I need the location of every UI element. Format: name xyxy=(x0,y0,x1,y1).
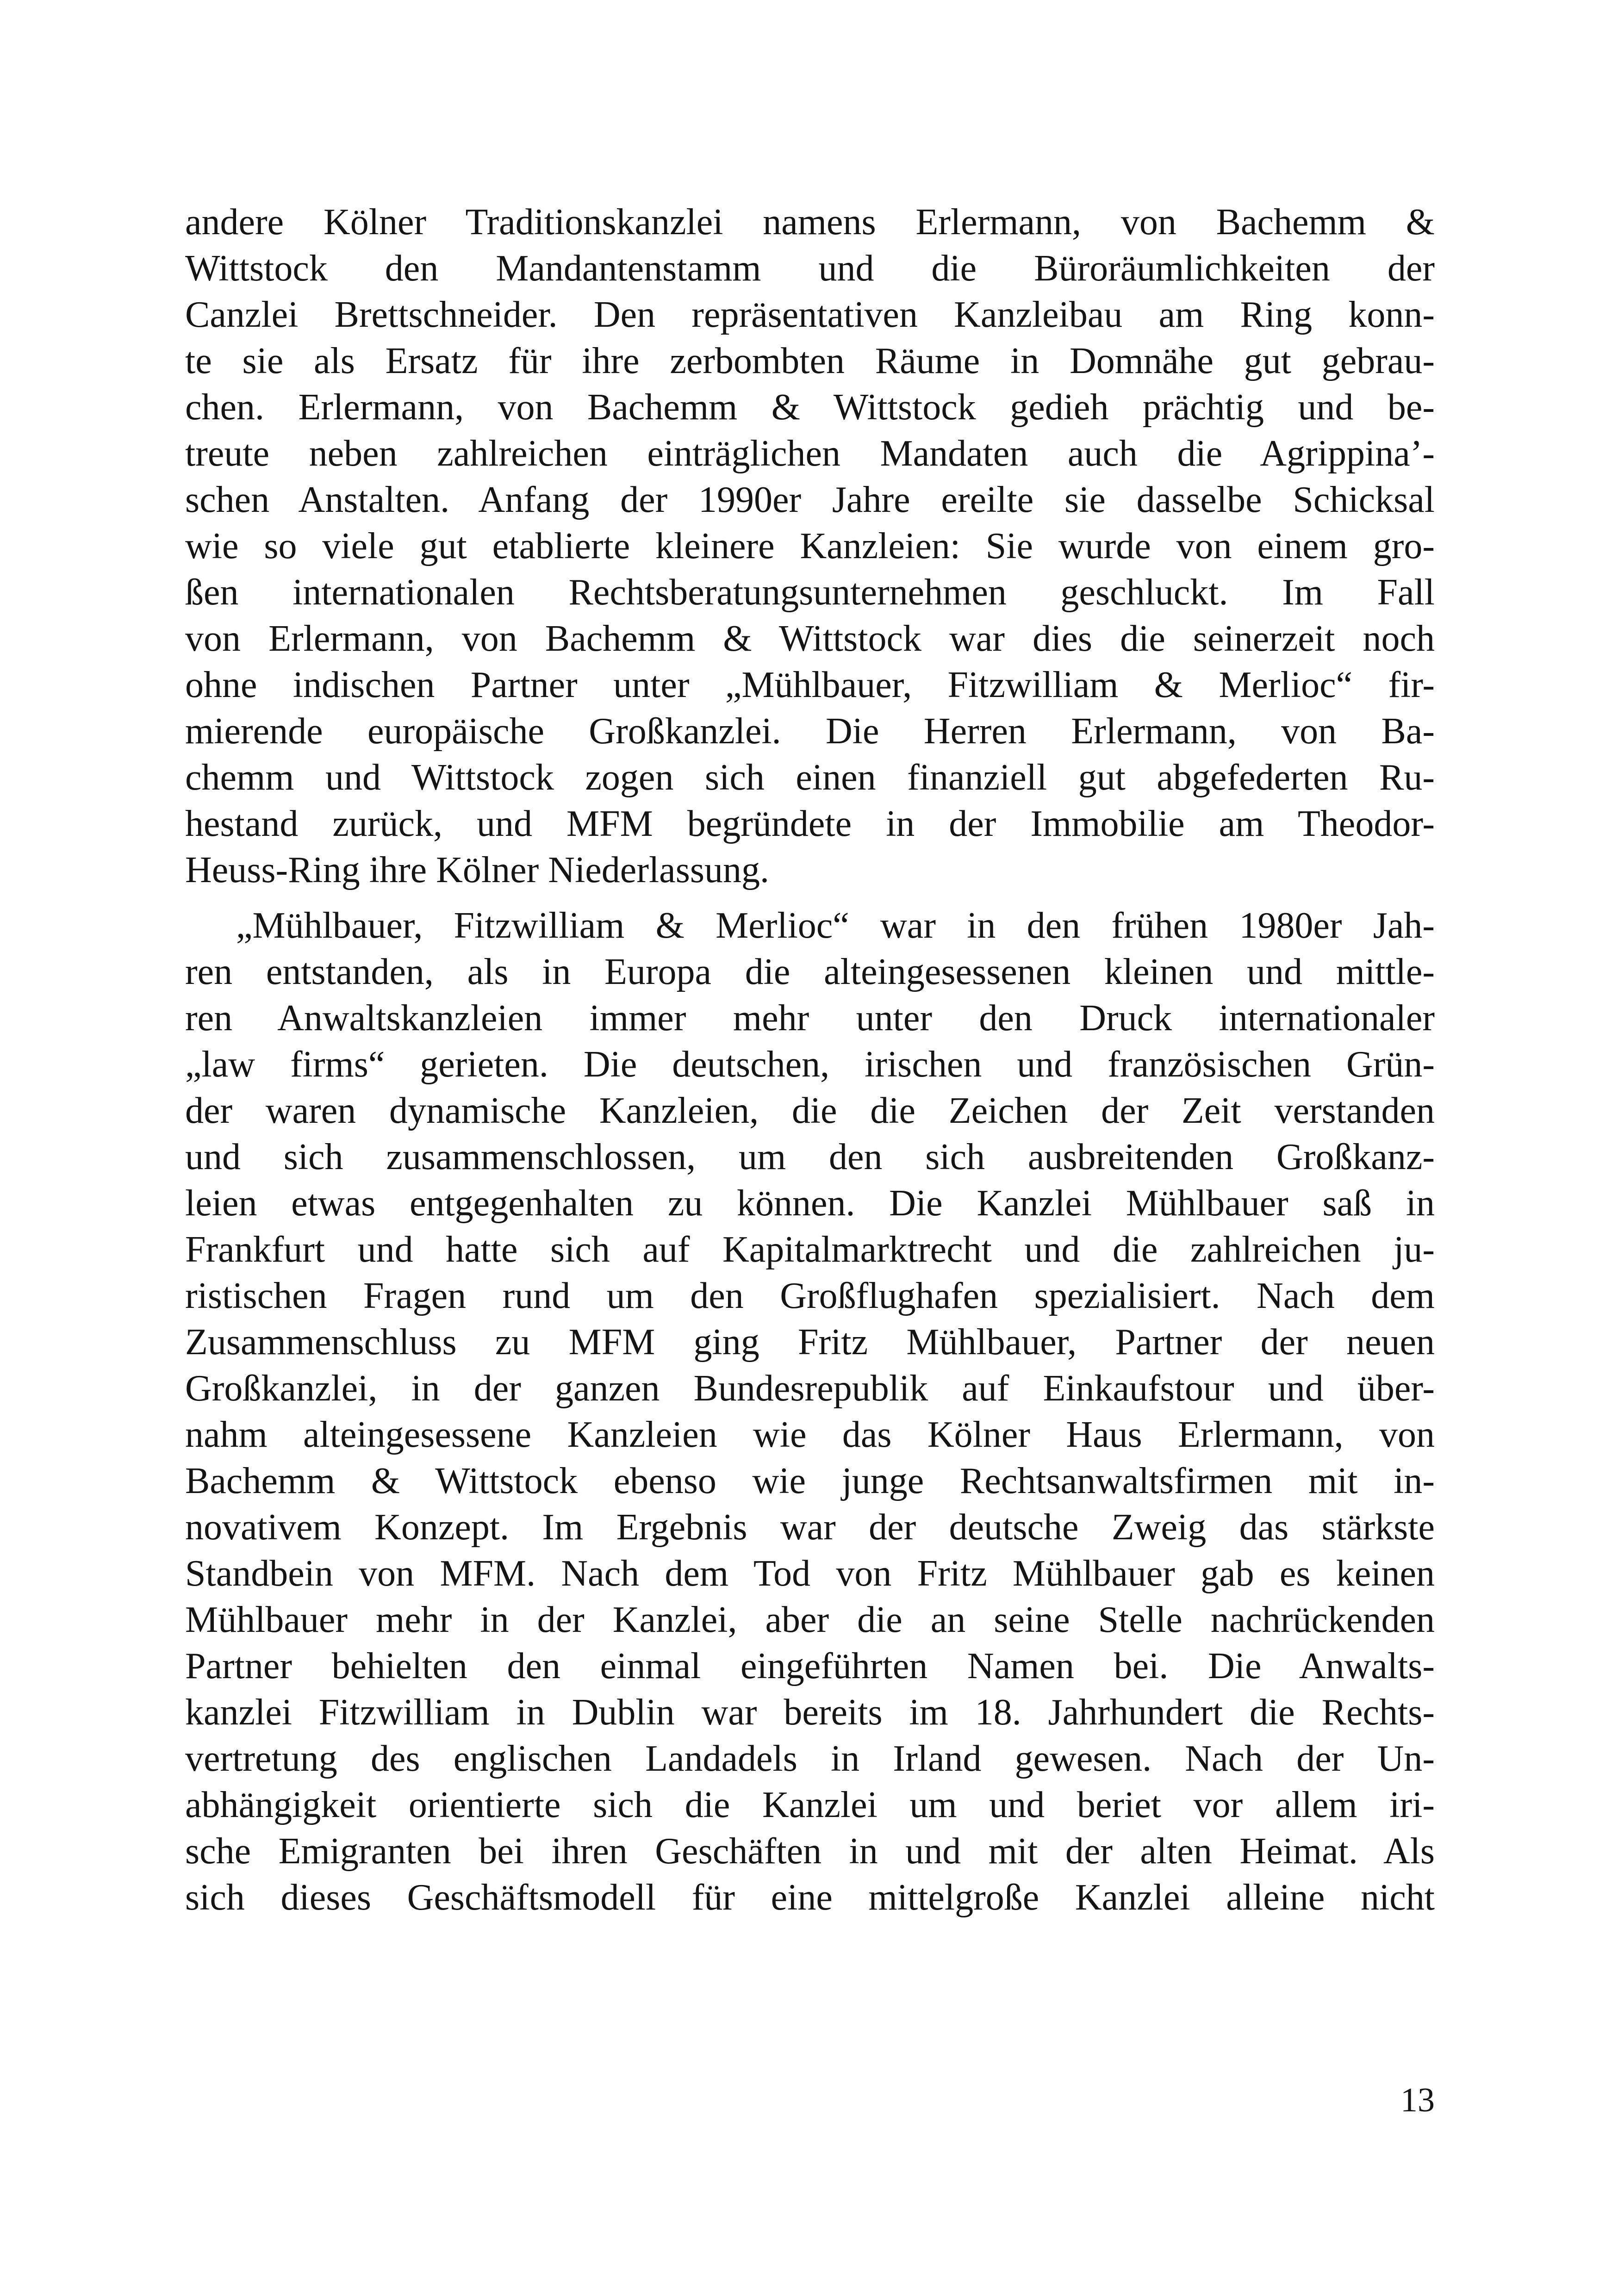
text-line: ohne indischen Partner unter „Mühlbauer, Fitzwilliam & Merlioc“ fir- xyxy=(185,665,1435,705)
text-line: andere Kölner Traditionskanzlei namens Erlermann, von Bachemm & xyxy=(185,202,1435,243)
text-line: Großkanzlei, in der ganzen Bundesrepublik auf Einkaufstour und über- xyxy=(185,1368,1435,1409)
text-line: ren entstanden, als in Europa die alteingesessenen kleinen und mittle- xyxy=(185,952,1435,992)
text-line: „law firms“ gerieten. Die deutschen, irischen und französischen Grün- xyxy=(185,1044,1435,1085)
text-line: novativem Konzept. Im Ergebnis war der deutsche Zweig das stärkste xyxy=(185,1507,1435,1548)
body-text xyxy=(185,199,1435,1921)
paragraph-gap xyxy=(185,893,1435,902)
text-line: von Erlermann, von Bachemm & Wittstock war dies die seinerzeit noch xyxy=(185,618,1435,659)
text-line: ristischen Fragen rund um den Großflughafen spezialisiert. Nach dem xyxy=(185,1276,1435,1316)
text-line: vertretung des englischen Landadels in Irland gewesen. Nach der Un- xyxy=(185,1738,1435,1779)
page-number: 13 xyxy=(1400,2081,1435,2119)
text-line: chemm und Wittstock zogen sich einen finanziell gut abgefederten Ru- xyxy=(185,757,1435,798)
text-line: nahm alteingesessene Kanzleien wie das Kölner Haus Erlermann, von xyxy=(185,1414,1435,1455)
text-line: Mühlbauer mehr in der Kanzlei, aber die an seine Stelle nachrückenden xyxy=(185,1599,1435,1640)
text-line: ßen internationalen Rechtsberatungsunternehmen geschluckt. Im Fall xyxy=(185,572,1435,613)
text-line: Wittstock den Mandantenstamm und die Büroräumlichkeiten der xyxy=(185,248,1435,289)
text-line: Partner behielten den einmal eingeführten Namen bei. Die Anwalts- xyxy=(185,1646,1435,1686)
text-line: Canzlei Brettschneider. Den repräsentativen Kanzleibau am Ring konn- xyxy=(185,294,1435,335)
text-line: ren Anwaltskanzleien immer mehr unter den Druck internationaler xyxy=(185,998,1435,1039)
text-line: treute neben zahlreichen einträglichen Mandaten auch die Agrippina’- xyxy=(185,433,1435,474)
text-line: Standbein von MFM. Nach dem Tod von Fritz Mühlbauer gab es keinen xyxy=(185,1553,1435,1594)
text-line: kanzlei Fitzwilliam in Dublin war bereits im 18. Jahrhundert die Rechts- xyxy=(185,1692,1435,1733)
text-line: mierende europäische Großkanzlei. Die Herren Erlermann, von Ba- xyxy=(185,711,1435,752)
text-line: Frankfurt und hatte sich auf Kapitalmarktrecht und die zahlreichen ju- xyxy=(185,1229,1435,1270)
text-line: chen. Erlermann, von Bachemm & Wittstock gedieh prächtig und be- xyxy=(185,387,1435,428)
paragraph xyxy=(185,902,1435,1921)
text-line: hestand zurück, und MFM begründete in der Immobilie am Theodor- xyxy=(185,803,1435,844)
paragraph xyxy=(185,199,1435,893)
text-line: wie so viele gut etablierte kleinere Kanzleien: Sie wurde von einem gro- xyxy=(185,526,1435,566)
text-line: „Mühlbauer, Fitzwilliam & Merlioc“ war in den frühen 1980er Jah- xyxy=(236,905,1435,946)
text-line: und sich zusammenschlossen, um den sich ausbreitenden Großkanz- xyxy=(185,1137,1435,1177)
text-line: sich dieses Geschäftsmodell für eine mittelgroße Kanzlei alleine nicht xyxy=(185,1877,1435,1918)
text-line: abhängigkeit orientierte sich die Kanzlei um und beriet vor allem iri- xyxy=(185,1785,1435,1825)
text-line: Bachemm & Wittstock ebenso wie junge Rechtsanwaltsfirmen mit in- xyxy=(185,1461,1435,1501)
text-line: leien etwas entgegenhalten zu können. Die Kanzlei Mühlbauer saß in xyxy=(185,1183,1435,1224)
text-line: Heuss-Ring ihre Kölner Niederlassung. xyxy=(185,850,769,890)
text-line: der waren dynamische Kanzleien, die die Zeichen der Zeit verstanden xyxy=(185,1090,1435,1131)
text-line: Zusammenschluss zu MFM ging Fritz Mühlbauer, Partner der neuen xyxy=(185,1322,1435,1363)
text-line: te sie als Ersatz für ihre zerbombten Räume in Domnähe gut gebrau- xyxy=(185,341,1435,381)
text-line: schen Anstalten. Anfang der 1990er Jahre ereilte sie dasselbe Schicksal xyxy=(185,479,1435,520)
text-line: sche Emigranten bei ihren Geschäften in und mit der alten Heimat. Als xyxy=(185,1831,1435,1872)
